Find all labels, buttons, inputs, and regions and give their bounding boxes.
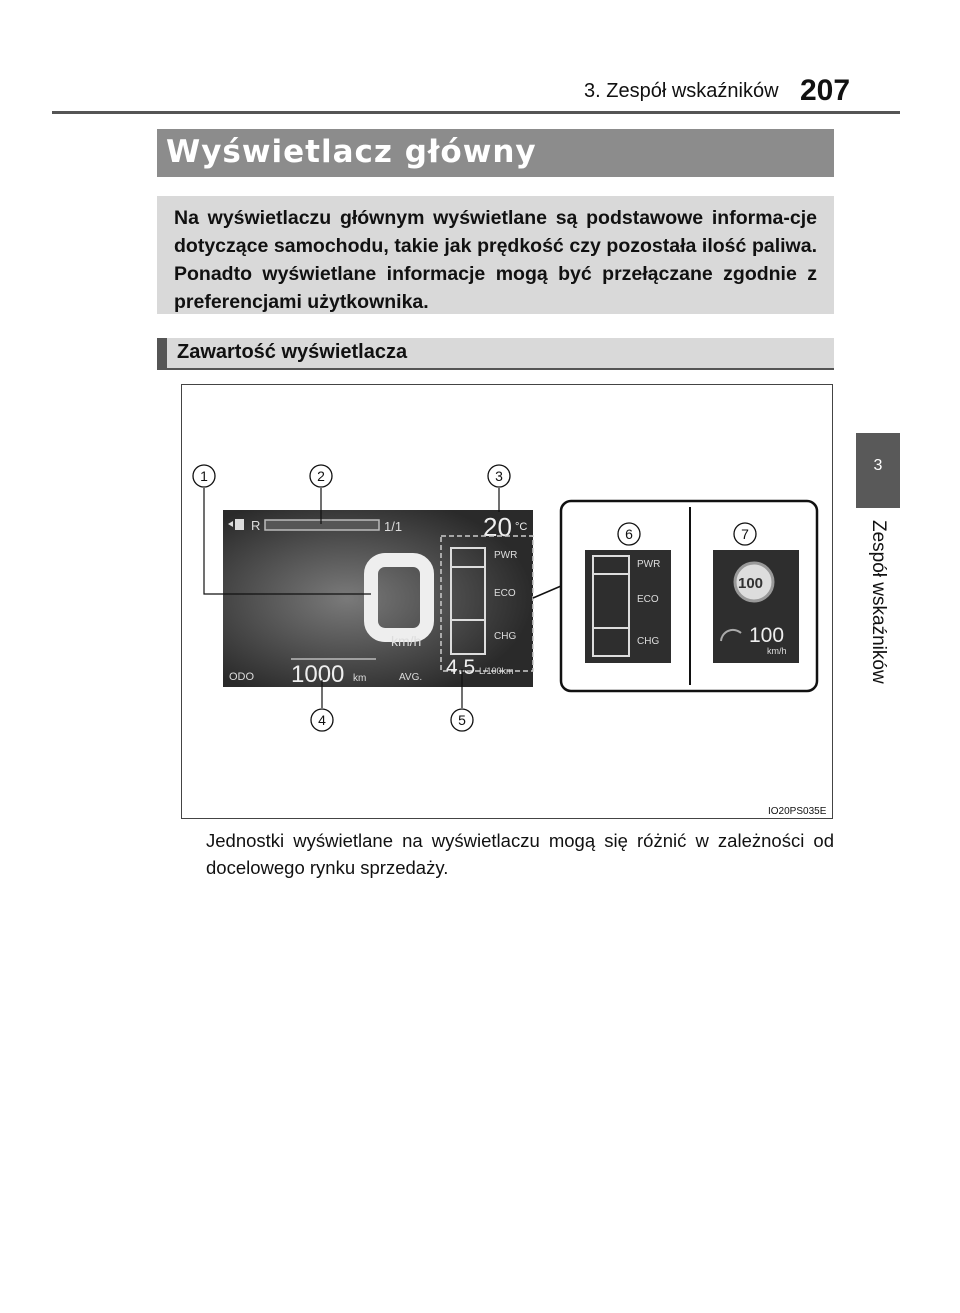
callout-6: 6	[625, 526, 633, 542]
avg-label: AVG.	[399, 672, 423, 683]
figure-code: IO20PS035E	[768, 806, 827, 817]
figure-frame	[181, 384, 833, 819]
temperature-unit: °C	[515, 521, 528, 533]
hybrid-eco-label: ECO	[494, 588, 516, 599]
chapter-tab-label: Zespół wskaźników	[868, 520, 889, 684]
outside-temperature: 20	[483, 512, 512, 542]
header-section-title: 3. Zespół wskaźników	[584, 80, 779, 102]
cruise-speed-unit: km/h	[767, 646, 787, 656]
callout-5: 5	[458, 712, 466, 728]
avg-fuel-value: 4.5	[446, 656, 476, 679]
cruise-speed-value: 100	[749, 624, 785, 647]
caption-text: Jednostki wyświetlane na wyświetlaczu mogą się różnić w zależności od docelowego rynku sprzedaży.	[206, 830, 834, 878]
odometer-unit: km	[353, 673, 367, 684]
instrument-illustration	[181, 384, 833, 819]
avg-fuel-unit: L/100km	[479, 666, 514, 676]
inset-pwr-label: PWR	[637, 559, 661, 570]
speed-limit-sign-value: 100	[738, 575, 764, 592]
inset-eco-label: ECO	[637, 594, 659, 605]
callout-4: 4	[318, 712, 326, 728]
chapter-tab-number: 3	[873, 457, 883, 474]
callout-2: 2	[317, 468, 325, 484]
fuel-gauge-bar	[265, 520, 379, 530]
page-title: Wyświetlacz główny	[166, 134, 537, 170]
odometer-value: 1000	[291, 661, 345, 688]
inset-chg-label: CHG	[637, 636, 660, 647]
callout-3: 3	[495, 468, 503, 484]
hybrid-chg-label: CHG	[494, 631, 517, 642]
hybrid-pwr-label: PWR	[494, 550, 518, 561]
fuel-r-label: R	[251, 518, 261, 533]
callout-7: 7	[741, 526, 749, 542]
subtitle-accent	[157, 338, 167, 370]
callout-1: 1	[200, 468, 208, 484]
subtitle: Zawartość wyświetlacza	[177, 341, 408, 363]
odo-label: ODO	[229, 671, 255, 683]
header-rule	[52, 111, 900, 114]
page-number: 207	[800, 74, 851, 107]
speed-unit: km/h	[391, 633, 422, 649]
fuel-full-label: 1/1	[384, 519, 403, 534]
intro-text: Na wyświetlaczu głównym wyświetlane są podstawowe informa-cje dotyczące samochodu, takie jak prędkość czy pozostała ilość paliwa. Ponadto wyświetlane informacje mogą być przełączane zgodnie z preferencjami użytkownika.	[174, 207, 817, 313]
